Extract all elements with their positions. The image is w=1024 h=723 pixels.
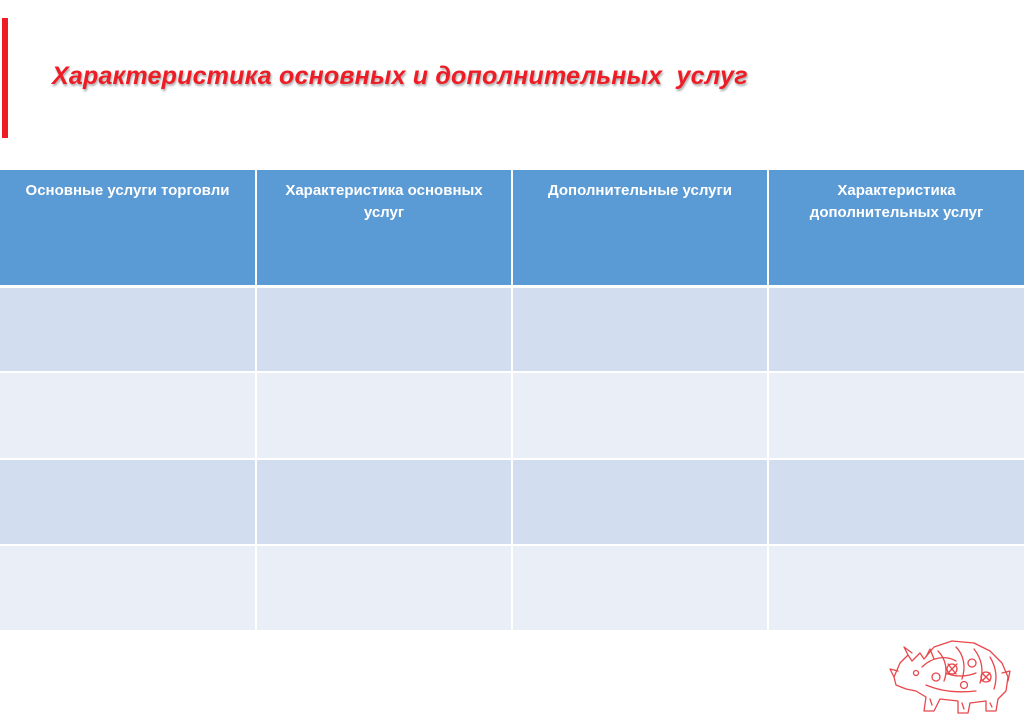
table-cell[interactable] <box>768 286 1024 372</box>
table-cell[interactable] <box>768 372 1024 458</box>
table-row <box>0 286 1024 372</box>
services-table <box>0 170 1024 632</box>
services-table-container <box>0 170 1024 632</box>
table-cell[interactable] <box>256 545 512 631</box>
header-additional-services: Дополнительные услуги <box>512 170 768 286</box>
header-basic-characteristics: Характеристика основных услуг <box>256 170 512 286</box>
table-cell[interactable] <box>768 459 1024 545</box>
accent-bar <box>2 18 8 138</box>
table-row <box>0 372 1024 458</box>
table-row <box>0 545 1024 631</box>
table-cell[interactable] <box>256 372 512 458</box>
table-cell[interactable] <box>512 545 768 631</box>
table-cell[interactable] <box>256 459 512 545</box>
table-header-row <box>0 170 1024 286</box>
table-cell[interactable] <box>0 545 256 631</box>
table-row <box>0 459 1024 545</box>
table-cell[interactable] <box>512 459 768 545</box>
rhino-ornament-icon <box>886 633 1016 717</box>
table-cell[interactable] <box>0 372 256 458</box>
table-cell[interactable] <box>256 286 512 372</box>
table-cell[interactable] <box>768 545 1024 631</box>
header-basic-services: Основные услуги торговли <box>0 170 256 286</box>
table-cell[interactable] <box>0 286 256 372</box>
table-cell[interactable] <box>0 459 256 545</box>
header-additional-characteristics: Характеристика дополнительных услуг <box>768 170 1024 286</box>
table-cell[interactable] <box>512 372 768 458</box>
page-title: Характеристика основных и дополнительных услуг <box>52 62 748 90</box>
table-cell[interactable] <box>512 286 768 372</box>
